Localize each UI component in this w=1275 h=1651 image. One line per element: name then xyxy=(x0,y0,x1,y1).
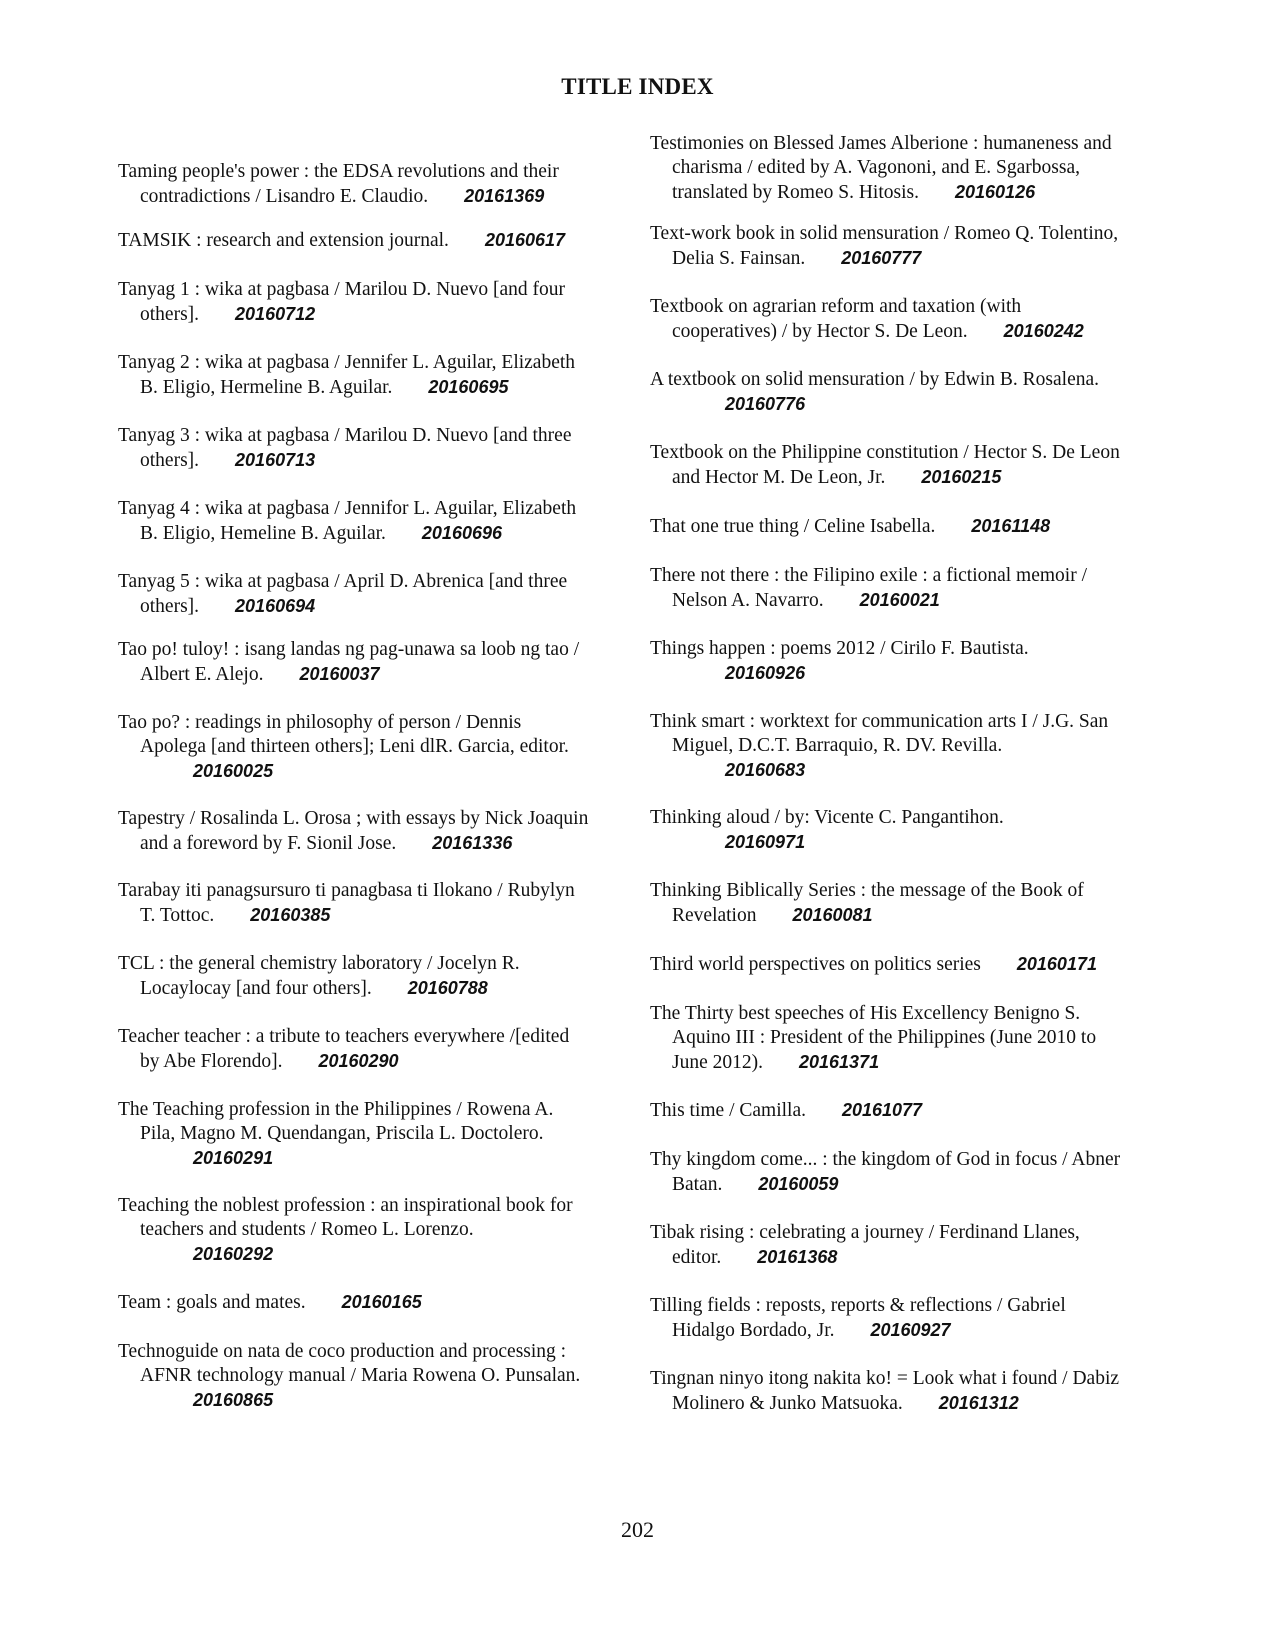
entry-text: The Teaching profession in the Philippines / Rowena A. xyxy=(118,1099,554,1120)
entry-text: This time / Camilla. xyxy=(650,1100,806,1121)
index-entry xyxy=(118,278,623,327)
entry-text: Teacher teacher : a tribute to teachers everywhere /[edited xyxy=(118,1026,570,1047)
record-number: 20160713 xyxy=(235,450,316,470)
index-entry xyxy=(650,710,1160,783)
entry-continuation-line xyxy=(118,448,623,473)
index-entry xyxy=(650,1098,1160,1123)
entry-text: Tanyag 3 : wika at pagbasa / Marilou D. Nuevo [and three xyxy=(118,425,572,446)
entry-text: Tanyag 1 : wika at pagbasa / Marilou D. Nuevo [and four xyxy=(118,279,566,300)
entry-continuation-line xyxy=(650,903,1160,928)
entry-text: translated by Romeo S. Hitosis. xyxy=(672,182,919,203)
entry-title-line xyxy=(650,637,1160,661)
record-number: 20160291 xyxy=(193,1148,274,1168)
entry-text: Tarabay iti panagsursuro ti panagbasa ti Ilokano / Rubylyn xyxy=(118,880,575,901)
entry-text: Textbook on agrarian reform and taxation (with xyxy=(650,296,1022,317)
entry-title-line xyxy=(118,497,623,521)
entry-continuation-line xyxy=(650,1391,1160,1416)
entry-text: Things happen : poems 2012 / Cirilo F. Bautista. xyxy=(650,638,1029,659)
index-entry xyxy=(118,807,623,856)
entry-continuation-line xyxy=(650,661,1160,686)
index-entry xyxy=(650,952,1160,977)
index-entry xyxy=(118,952,623,1001)
entry-continuation-line xyxy=(650,1050,1160,1075)
entry-title-line xyxy=(118,1194,623,1218)
record-number: 20161336 xyxy=(432,833,513,853)
record-number: 20161371 xyxy=(799,1052,880,1072)
entry-text: Tapestry / Rosalinda L. Orosa ; with essays by Nick Joaquin xyxy=(118,808,589,829)
entry-text: Aquino III : President of the Philippines (June 2010 to xyxy=(672,1027,1097,1048)
entry-continuation-line xyxy=(118,302,623,327)
entry-continuation-line xyxy=(118,831,623,856)
index-entry xyxy=(118,879,623,928)
entry-text: cooperatives) / by Hector S. De Leon. xyxy=(672,321,968,342)
entry-continuation-line xyxy=(118,521,623,546)
entry-text: Testimonies on Blessed James Alberione : humaneness and xyxy=(650,133,1112,154)
entry-title-line xyxy=(650,564,1160,588)
index-entry xyxy=(118,711,623,784)
entry-continuation-line xyxy=(650,1172,1160,1197)
entry-text: Thy kingdom come... : the kingdom of God in focus / Abner xyxy=(650,1149,1121,1170)
index-entry xyxy=(650,1002,1160,1075)
entry-title-line xyxy=(650,1294,1160,1318)
record-number: 20161312 xyxy=(938,1393,1019,1413)
entry-continuation-line xyxy=(650,734,1160,758)
entry-continuation-line xyxy=(118,976,623,1001)
record-number: 20161368 xyxy=(757,1247,838,1267)
index-entry xyxy=(118,351,623,400)
entry-continuation-line xyxy=(118,1146,623,1171)
index-entry xyxy=(118,1098,623,1171)
entry-continuation-line xyxy=(650,758,1160,783)
record-number: 20160927 xyxy=(870,1320,951,1340)
entry-text: T. Tottoc. xyxy=(140,905,215,926)
entry-title-line xyxy=(650,1148,1160,1172)
entry-continuation-line xyxy=(118,594,623,619)
index-entry xyxy=(650,1221,1160,1270)
record-number: 20160777 xyxy=(841,248,922,268)
entry-text: Tilling fields : reposts, reports & reflections / Gabriel xyxy=(650,1295,1066,1316)
entry-title-line xyxy=(650,710,1160,734)
entry-title-line xyxy=(118,952,623,976)
entry-text: Tingnan ninyo itong nakita ko! = Look what i found / Dabiz xyxy=(650,1368,1120,1389)
record-number: 20160215 xyxy=(921,467,1002,487)
entry-text: Pila, Magno M. Quendangan, Priscila L. Doctolero. xyxy=(140,1123,544,1144)
entry-text: Miguel, D.C.T. Barraquio, R. DV. Revilla. xyxy=(672,735,1003,756)
index-entry xyxy=(650,1367,1160,1416)
entry-continuation-line xyxy=(118,662,623,687)
entry-text: Tanyag 2 : wika at pagbasa / Jennifer L. Aguilar, Elizabeth xyxy=(118,352,576,373)
record-number: 20160037 xyxy=(299,664,380,684)
entry-text: Thinking Biblically Series : the message of the Book of xyxy=(650,880,1084,901)
record-number: 20160021 xyxy=(859,590,940,610)
entry-text: There not there : the Filipino exile : a fictional memoir / xyxy=(650,565,1087,586)
entry-continuation-line xyxy=(118,1218,623,1242)
entry-text: Albert E. Alejo. xyxy=(140,664,264,685)
entry-title-line xyxy=(650,952,1160,977)
entry-title-line xyxy=(650,1221,1160,1245)
entry-continuation-line xyxy=(118,759,623,784)
entry-title-line xyxy=(650,295,1160,319)
entry-text: others]. xyxy=(140,596,200,617)
entry-title-line xyxy=(650,368,1160,392)
entry-text: editor. xyxy=(672,1247,722,1268)
index-entry xyxy=(650,514,1160,539)
record-number: 20160126 xyxy=(955,182,1036,202)
index-entry xyxy=(118,638,623,687)
entry-text: Tanyag 4 : wika at pagbasa / Jennifor L. Aguilar, Elizabeth xyxy=(118,498,577,519)
entry-text: by Abe Florendo]. xyxy=(140,1051,283,1072)
entry-title-line xyxy=(118,278,623,302)
entry-continuation-line xyxy=(650,319,1160,344)
entry-text: others]. xyxy=(140,450,200,471)
entry-text: Hidalgo Bordado, Jr. xyxy=(672,1320,835,1341)
entry-text: Revelation xyxy=(672,905,757,926)
record-number: 20160165 xyxy=(341,1292,422,1312)
index-entry xyxy=(650,1148,1160,1197)
entry-title-line xyxy=(650,1098,1160,1123)
entry-text: and a foreword by F. Sionil Jose. xyxy=(140,833,397,854)
entry-text: Tao po! tuloy! : isang landas ng pag-unawa sa loob ng tao / xyxy=(118,639,580,660)
entry-text: Textbook on the Philippine constitution / Hector S. De Leon xyxy=(650,442,1120,463)
entry-text: contradictions / Lisandro E. Claudio. xyxy=(140,186,429,207)
entry-text: Apolega [and thirteen others]; Leni dlR. Garcia, editor. xyxy=(140,736,569,757)
entry-title-line xyxy=(650,1002,1160,1026)
entry-continuation-line xyxy=(650,246,1160,271)
record-number: 20160242 xyxy=(1003,321,1084,341)
entry-text: Thinking aloud / by: Vicente C. Pangantihon. xyxy=(650,807,1004,828)
record-number: 20160059 xyxy=(758,1174,839,1194)
entry-title-line xyxy=(118,160,623,184)
entry-continuation-line xyxy=(118,1364,623,1388)
record-number: 20160712 xyxy=(235,304,316,324)
entry-text: A textbook on solid mensuration / by Edwin B. Rosalena. xyxy=(650,369,1100,390)
index-entry xyxy=(650,222,1160,271)
entry-continuation-line xyxy=(650,1245,1160,1270)
entry-continuation-line xyxy=(650,830,1160,855)
entry-text: Tao po? : readings in philosophy of person / Dennis xyxy=(118,712,522,733)
record-number: 20161077 xyxy=(841,1100,923,1120)
entry-continuation-line xyxy=(650,465,1160,490)
entry-continuation-line xyxy=(650,156,1160,180)
record-number: 20160290 xyxy=(318,1051,399,1071)
entry-title-line xyxy=(118,879,623,903)
entry-continuation-line xyxy=(118,903,623,928)
entry-text: Text-work book in solid mensuration / Romeo Q. Tolentino, xyxy=(650,223,1119,244)
entry-text: TCL : the general chemistry laboratory / Jocelyn R. xyxy=(118,953,520,974)
record-number: 20161369 xyxy=(464,186,545,206)
entry-continuation-line xyxy=(650,180,1160,205)
entry-title-line xyxy=(118,1290,623,1315)
entry-title-line xyxy=(118,228,623,253)
index-entry xyxy=(650,295,1160,344)
entry-title-line xyxy=(650,514,1160,539)
entry-continuation-line xyxy=(118,1242,623,1267)
index-entry xyxy=(650,806,1160,855)
entry-title-line xyxy=(650,1367,1160,1391)
index-entry xyxy=(650,564,1160,613)
page-number: 202 xyxy=(621,1517,654,1542)
record-number: 20160776 xyxy=(725,394,806,414)
entry-text: AFNR technology manual / Maria Rowena O. Punsalan. xyxy=(140,1365,581,1386)
record-number: 20160171 xyxy=(1016,954,1097,974)
record-number: 20160695 xyxy=(428,377,509,397)
index-entry xyxy=(118,570,623,619)
entry-text: The Thirty best speeches of His Excellency Benigno S. xyxy=(650,1003,1081,1024)
entry-text: teachers and students / Romeo L. Lorenzo. xyxy=(140,1219,474,1240)
index-entry xyxy=(118,1290,623,1315)
record-number: 20160683 xyxy=(725,760,806,780)
entry-text: Teaching the noblest profession : an inspirational book for xyxy=(118,1195,573,1216)
index-entry xyxy=(118,1194,623,1267)
entry-text: B. Eligio, Hemeline B. Aguilar. xyxy=(140,523,386,544)
index-entry xyxy=(118,424,623,473)
entry-continuation-line xyxy=(118,375,623,400)
entry-title-line xyxy=(118,1025,623,1049)
entry-continuation-line xyxy=(118,735,623,759)
record-number: 20160788 xyxy=(407,978,488,998)
entry-text: and Hector M. De Leon, Jr. xyxy=(672,467,886,488)
entry-text: Tibak rising : celebrating a journey / Ferdinand Llanes, xyxy=(650,1222,1080,1243)
entry-text: Team : goals and mates. xyxy=(118,1292,306,1313)
index-entry xyxy=(118,1025,623,1074)
page-title: TITLE INDEX xyxy=(561,74,714,99)
index-entry xyxy=(118,1340,623,1413)
record-number: 20160385 xyxy=(250,905,331,925)
entry-title-line xyxy=(118,1340,623,1364)
entry-title-line xyxy=(118,711,623,735)
index-entry xyxy=(118,160,623,209)
entry-continuation-line xyxy=(118,1122,623,1146)
record-number: 20161148 xyxy=(971,516,1051,536)
entry-text: Tanyag 5 : wika at pagbasa / April D. Abrenica [and three xyxy=(118,571,568,592)
index-entry xyxy=(650,637,1160,686)
entry-continuation-line xyxy=(118,1388,623,1413)
entry-continuation-line xyxy=(650,392,1160,417)
entry-continuation-line xyxy=(650,588,1160,613)
entry-continuation-line xyxy=(650,1026,1160,1050)
entry-continuation-line xyxy=(118,1049,623,1074)
entry-title-line xyxy=(650,441,1160,465)
entry-title-line xyxy=(118,570,623,594)
entry-title-line xyxy=(118,807,623,831)
entry-text: charisma / edited by A. Vagononi, and E. Sgarbossa, xyxy=(672,157,1080,178)
record-number: 20160081 xyxy=(792,905,873,925)
entry-title-line xyxy=(118,638,623,662)
index-entry xyxy=(650,368,1160,417)
entry-text: That one true thing / Celine Isabella. xyxy=(650,516,936,537)
record-number: 20160292 xyxy=(193,1244,274,1264)
entry-title-line xyxy=(650,222,1160,246)
entry-text: Locaylocay [and four others]. xyxy=(140,978,372,999)
entry-text: Think smart : worktext for communication arts I / J.G. San xyxy=(650,711,1109,732)
entry-text: Nelson A. Navarro. xyxy=(672,590,824,611)
record-number: 20160694 xyxy=(235,596,316,616)
index-entry xyxy=(650,1294,1160,1343)
entry-text: TAMSIK : research and extension journal. xyxy=(118,230,449,251)
entry-title-line xyxy=(650,806,1160,830)
entry-text: B. Eligio, Hermeline B. Aguilar. xyxy=(140,377,393,398)
entry-text: June 2012). xyxy=(672,1052,763,1073)
record-number: 20160971 xyxy=(725,832,806,852)
entry-text: Batan. xyxy=(672,1174,723,1195)
record-number: 20160617 xyxy=(484,230,566,250)
entry-title-line xyxy=(650,879,1160,903)
entry-continuation-line xyxy=(650,1318,1160,1343)
entry-title-line xyxy=(650,132,1160,156)
entry-text: Delia S. Fainsan. xyxy=(672,248,806,269)
record-number: 20160926 xyxy=(725,663,806,683)
index-entry xyxy=(650,132,1160,205)
entry-title-line xyxy=(118,424,623,448)
record-number: 20160865 xyxy=(193,1390,274,1410)
index-entry xyxy=(118,228,623,253)
index-entry xyxy=(118,497,623,546)
entry-title-line xyxy=(118,1098,623,1122)
index-entry xyxy=(650,879,1160,928)
entry-title-line xyxy=(118,351,623,375)
entry-text: Molinero & Junko Matsuoka. xyxy=(672,1393,903,1414)
record-number: 20160696 xyxy=(421,523,502,543)
index-entry xyxy=(650,441,1160,490)
entry-text: others]. xyxy=(140,304,200,325)
entry-text: Third world perspectives on politics series xyxy=(650,954,981,975)
entry-text: Technoguide on nata de coco production and processing : xyxy=(118,1341,567,1362)
entry-text: Taming people's power : the EDSA revolutions and their xyxy=(118,161,559,182)
record-number: 20160025 xyxy=(193,761,274,781)
entry-continuation-line xyxy=(118,184,623,209)
